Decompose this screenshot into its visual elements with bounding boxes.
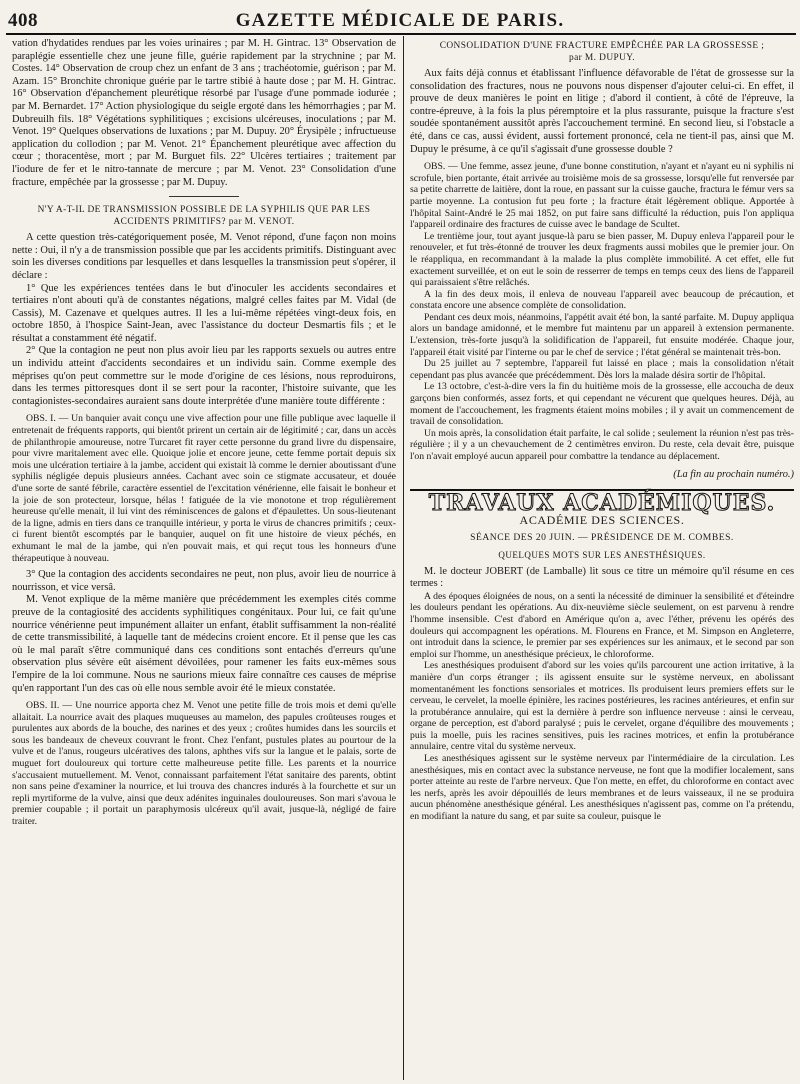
contents-list: vation d'hydatides rendues par les voies urinaires ; par M. H. Gintrac. 13° Observation de paraplégie essentielle chez une jeune fille, guérie rapidement par la strychnine ; par M. Costes. 14° Observation de croup chez un enfant de 3 ans ; trachéotomie, guérison ; par M. Azam. 15° Bronchite chronique guérie par le tartre stibié à haute dose ; par M. H. Gintrac. 16° Observation d'épanchement pleurétique résorbé par l'usage d'une pommade iodurée ; par M. Bernardet. 17° Action physiologique du seigle ergoté dans les hémorrhagies ; par M. Dubreuilh fils. 18° Végétations syphilitiques ; excisions ulcéreuses, inoculations ; par M. Venot. 19° Quelques observations de luxations ; par M. Dupuy. 20° Érysipèle ; infructueuse application du collodion ; par M. Venot. 21° Épanchement pleurétique avec affection du cœur ; thoracentèse, mort ; par M. Burguet fils. 22° Ulcères tertiaires ; traitement par l'iodure de fer et le nitro-tannate de mercure ; par M. Venot. 23° Consolidation d'une fracture, empêchée par la grossesse ; par M. Dupuy. — [12, 38, 396, 188]
paragraph: 3° Que la contagion des accidents secondaires ne peut, non plus, avoir lieu de nourrice à nourrisson, et vice versâ. — [12, 569, 396, 593]
paragraph: 1° Que les expériences tentées dans le but d'inoculer les accidents secondaires et tertiaires n'ont abouti qu'à de constantes négations, malgré celles faites par M. Vidal (de Cassis), M. Cazenave et quelques autres. Il les a lui-même répétées vingt-deux fois, en octobre 1850, à l'hospice Saint-Jean, avec l'assistance du docteur Desmartis fils ; et le résultat a constamment été négatif. — [12, 282, 396, 344]
paragraph: A des époques éloignées de nous, on a senti la nécessité de diminuer la sensibilité et d'éteindre les douleurs pendant les opérations. Au dix-neuvième siècle seulement, on est parvenu à rendre l'homme insensible. C'est d'abord en Amérique qu'on a, avec l'éther, prévenu les opérés des douleurs qui accompagnent les opérations. M. Flourens en France, et M. Simpson en Angleterre, ont introduit dans la science, le premier par ses expériences sur les animaux, et le second par son emploi sur l'homme, un anesthésique précieux, le chloroforme. — [410, 590, 794, 660]
paragraph: Un mois après, la consolidation était parfaite, le cal solide ; seulement la réunion n'est pas très-régulière ; il y a un chevauchement de 2 centimètres environ. Du reste, cela devait être, puisque l'on n'avait employé aucun appareil pour combattre la tendance au déplacement. — [410, 427, 794, 462]
paragraph: Les anesthésiques produisent d'abord sur les voies qu'ils parcourent une action irritative, à la manière d'un corps étranger ; ils agissent ensuite sur le système nerveux, en abolissant momentanément les fonctions sensoriales et motrices. Ils produisent leurs premiers effets sur le cerveau, le cervelet, la moelle épinière, les racines postérieures, les racines antérieures, et enfin sur la protubérance annulaire, qui est la dernière à perdre son influence nerveuse : ainsi le cerveau, organe de perception, est d'abord paralysé ; puis le cervelet, organe d'équilibre des mouvements ; puis la moelle, puis les racines sensitives, puis les racines motrices, et enfin la protubérance annulaire, centre vital du système nerveux. — [410, 660, 794, 753]
observation-1: OBS. I. — Un banquier avait conçu une vive affection pour une fille publique avec laquelle il entretenait de fréquents rapports, qui bientôt prirent un certain air de légitimité ; car, dans un accès de philanthropie amoureuse, notre Turcaret fit rayer cette personne du grand livre du dispensaire, pour vivre maritalement avec elle. Quoique jolie et encore jeune, cette femme portait depuis six mois une ulcération tertiaire à la jambe, accident qui existait là comme le dernier aboutissant d'une syphilis négligée depuis plusieurs années. Cachant avec soin ce stigmate accusateur, et douée d'une sorte de santé fébrile, caractère essentiel de l'excitation vénérienne, elle faisait le bonheur et la joie de son protecteur, lorsque, hélas ! fatiguée de la vie monotone et trop régulièrement heureuse qu'elle menait, il lui vint des réminiscences de galons et d'épaulettes. Un sous-lieutenant de la ligne, admis en tiers dans ce tranquille intérieur, y porta le virus de chancres primitifs ; ceux-ci furent bientôt escomptés par le banquier, auquel on fit une histoire de vieux péchés, en exhumant le mal de la jambe, qui n'en pouvait mais, et qui reçut tous les honneurs d'une thérapeutique à nouveau. — [12, 413, 396, 564]
paragraph: Pendant ces deux mois, néanmoins, l'appétit avait été bon, la santé parfaite. M. Dupuy appliqua alors un bandage amidonné, et le membre fut maintenu par un appareil à extension permanente. L'extension, très-forte jusqu'à la solidification de l'appareil, fut ensuite modérée. Chaque jour, l'appareil était visité par l'interne ou par le chef de service ; l'état général se maintenait très-bon. — [410, 311, 794, 358]
header-rule — [6, 33, 796, 35]
left-column — [12, 38, 396, 828]
section-title-travaux: TRAVAUX ACADÉMIQUES. — [428, 490, 776, 517]
paragraph: M. Venot explique de la même manière que précédemment les exemples cités comme preuve de la contagiosité des accidents syphilitiques congénitaux. Pour lui, ce fait qu'une nourrice vénérienne peut impunément allaiter un enfant, établit suffisamment la non-réalité de cette transmissibilité, à laquelle tant de médecins croient encore. Et il pense que les cas où le mal paraît s'être communiqué dans ces conditions sont entachés d'erreurs qu'une observation plus sévère eût aisément dévoilées, pour ramener les faits eux-mêmes sous l'empire de la loi commune. Nous ne saurions mieux faire connaître ces causes de méprise qu'en rapportant l'un des cas où elle nous semble avoir été le mieux constatée. — [12, 594, 396, 694]
column-divider — [403, 36, 404, 1080]
heading-author: par M. DUPUY. — [569, 53, 635, 63]
separator — [169, 196, 239, 197]
continuation-note: (La fin au prochain numéro.) — [673, 468, 794, 480]
paragraph: Le trentième jour, tout ayant jusque-là paru se bien passer, M. Dupuy enleva l'appareil pour le renouveler, et fut très-étonné de trouver les deux fragments aussi mobiles que le premier jour. On le réappliqua, en recommandant à la malade la plus complète immobilité. A cet effet, elle fut exactement surveillée, et on eut le soin de resserrer de temps en temps ceux des liens de l'appareil qui paraissaient s'être relâchés. — [410, 230, 794, 289]
page-header — [0, 4, 800, 30]
paragraph: Aux faits déjà connus et établissant l'influence défavorable de l'état de grossesse sur la consolidation des fractures, nous ne pouvons nous dispenser d'ajouter celui-ci. En effet, il prouve de deux manières le point en litige ; d'abord il contient, à côté de l'épreuve, la contre-épreuve, à la fois la plus péremptoire et la plus rassurante, puisque la fracture s'est soudée spontanément aussitôt après l'accouchement terminé. En second lieu, si l'obstacle a été, dans ce cas, aussi évident, aussi fortement prononcé, cela ne tient-il pas, ainsi que M. Dupuy le présume, à ce qu'il s'agissait d'une grossesse double ? — [410, 68, 794, 155]
heading-line: CONSOLIDATION D'UNE FRACTURE EMPÊCHÉE PAR LA GROSSESSE ; — [439, 41, 765, 51]
article-heading-fracture — [418, 40, 786, 64]
academy-title: ACADÉMIE DES SCIENCES. — [519, 512, 685, 527]
paragraph: A cette question très-catégoriquement posée, M. Venot répond, d'une façon non moins nette : Oui, il n'y a de transmission possible que par les accidents primitifs. Distinguant avec soin les diverses conditions par lesquelles et dans lesquelles la transmission peut s'opérer, il déclare : — [12, 232, 396, 281]
session-line: SÉANCE DES 20 JUIN. — PRÉSIDENCE DE M. COMBES. — [470, 532, 734, 544]
paragraph: Les anesthésiques agissent sur le système nerveux par l'intermédiaire de la circulation. Les anesthésiques, mis en contact avec la substance nerveuse, ne font que la modifier localement, sans porter atteinte au reste de l'arbre nerveux. Que l'on mette, en effet, du chloroforme en contact avec les nerfs, après les avoir dépouillés de leurs membranes et de leurs vaisseaux, il ne se produira aucun phénomène anesthésique général. Les anesthésiques n'agissent pas, comme on l'a prétendu, en modifiant la nature du sang, et par suite sa couleur, puisque le — [410, 753, 794, 823]
paragraph: M. le docteur JOBERT (de Lamballe) lit sous ce titre un mémoire qu'il résume en ces termes : — [410, 565, 794, 590]
right-column — [410, 38, 794, 823]
paragraph: Du 25 juillet au 7 septembre, l'appareil fut laissé en place ; mais la consolidation n'était cependant pas plus avancée que précédemment. Dès lors la malade désira sortir de l'hôpital. — [410, 358, 794, 381]
paragraph: A la fin des deux mois, il enleva de nouveau l'appareil avec beaucoup de précaution, et constata encore une absence complète de consolidation. — [410, 288, 794, 312]
subheading-anesthesiques: QUELQUES MOTS SUR LES ANESTHÉSIQUES. — [498, 549, 706, 560]
page-number: 408 — [8, 10, 38, 31]
article-heading-syphilis: N'Y A-T-IL DE TRANSMISSION POSSIBLE DE LA SYPHILIS QUE PAR LES ACCIDENTS PRIMITIFS? par M. VENOT. — [37, 205, 371, 228]
observation: OBS. — Une femme, assez jeune, d'une bonne constitution, n'ayant et n'ayant eu ni syphilis ni scrofule, bien portante, était arrivée au troisième mois de sa grossesse, lorsqu'elle fut renversée par sa petite charrette de laitière, dont la roue, en passant sur la cuisse gauche, fractura le fémur vers sa partie moyenne. La contusion fut peu forte ; la fracture était légèrement oblique. Apportée à l'hôpital Saint-André le 25 mai 1852, on put faire sans difficulté la réduction, puis l'on appliqua l'appareil ordinaire des fractures de cuisse avec le bandage de Scultet. — [410, 161, 794, 231]
observation-2: OBS. II. — Une nourrice apporta chez M. Venot une petite fille de trois mois et demi qu'elle allaitait. La nourrice avait des plaques muqueuses au mamelon, des papules croûteuses rouges et purulentes aux abords de la bouche, des narines et des yeux ; croûtes humides dans les sourcils et sous les bandeaux de cheveux couvrant le front. Chez l'enfant, pustules plates au pourtour de la vulve et de l'anus, rougeurs ulcératives des talons, aphthes vifs sur la langue et le palais, sorte de muguet fort douloureux qui torture cette malheureuse petite fille. Les parents et la nourrice s'accusaient mutuellement. M. Venot, connaissant parfaitement l'état sanitaire des parents, obtint non sans peine d'examiner la nourrice, et lui trouva des chancres indurés à la fourchette et sur un repli myrtiforme de la vulve, ainsi que deux adénites inguinales douloureuses. Son mari s'avoua le premier coupable ; il portait un paraphymosis ulcéreux qu'il avait, jusque-là, négligé de faire traiter. — [12, 700, 396, 828]
journal-title: GAZETTE MÉDICALE DE PARIS. — [235, 10, 565, 31]
paragraph: 2° Que la contagion ne peut non plus avoir lieu par les rapports sexuels ou autres entre un individu atteint d'accidents secondaires et un individu sain. Comme exemple des méprises qu'on peut commettre sur le mode d'origine de ces lésions, nous reproduirons, dans les termes pittoresques dont il se sert pour la raconter, l'histoire suivante, que les contagionistes-secondaires auraient sans doute interprétée d'une manière toute différente : — [12, 345, 396, 407]
paragraph: Le 13 octobre, c'est-à-dire vers la fin du huitième mois de la grossesse, elle accoucha de deux garçons bien conformés, assez forts, et qui cependant ne vécurent que quelques heures. Déjà, au moment de l'accouchement, les fragments étaient moins mobiles ; il y avait un commencement de travail de consolidation. — [410, 381, 794, 428]
